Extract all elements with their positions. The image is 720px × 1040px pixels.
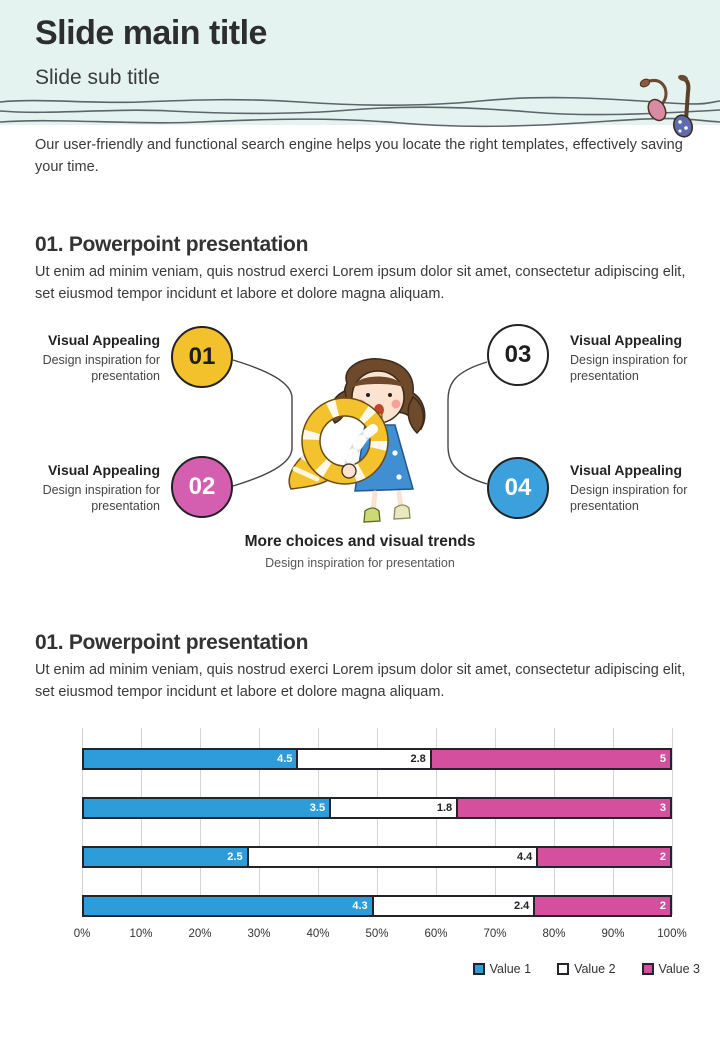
bar-segment: 2 bbox=[538, 848, 670, 866]
x-tick-label: 50% bbox=[365, 928, 389, 940]
x-tick-label: 10% bbox=[129, 928, 153, 940]
x-tick-label: 40% bbox=[306, 928, 330, 940]
x-tick-label: 60% bbox=[424, 928, 448, 940]
bar-segment: 5 bbox=[432, 750, 670, 768]
legend-item bbox=[557, 962, 615, 976]
x-tick-label: 90% bbox=[601, 928, 625, 940]
chart-legend bbox=[0, 962, 700, 976]
diagram-label-2 bbox=[8, 462, 160, 514]
bar-segment: 4.4 bbox=[249, 848, 539, 866]
bar-segment: 3 bbox=[458, 799, 670, 817]
diagram-label-4 bbox=[570, 462, 720, 514]
section-2-heading: 01. Powerpoint presentation bbox=[35, 631, 309, 654]
legend-swatch-icon bbox=[642, 963, 654, 975]
bar-segment: 2.5 bbox=[84, 848, 249, 866]
diagram-label-1-desc: Design inspiration for presentation bbox=[42, 353, 160, 383]
x-tick-label: 100% bbox=[657, 928, 687, 940]
diagram-label-1-title: Visual Appealing bbox=[47, 332, 160, 348]
bar-row bbox=[82, 797, 672, 819]
diagram-circle-04: 04 bbox=[487, 457, 549, 519]
legend-label: Value 1 bbox=[489, 962, 532, 976]
x-tick-label: 30% bbox=[247, 928, 271, 940]
girl-with-horn-illustration bbox=[283, 353, 443, 525]
page-subtitle: Slide sub title bbox=[35, 66, 160, 89]
diagram-circle-03: 03 bbox=[487, 324, 549, 386]
intro-paragraph: Our user-friendly and functional search engine helps you locate the right templates, effectively saving your time. bbox=[35, 137, 683, 175]
bar-segment: 2 bbox=[535, 897, 670, 915]
diagram-label-2-title: Visual Appealing bbox=[47, 462, 160, 478]
bar-segment: 3.5 bbox=[84, 799, 331, 817]
bar-row bbox=[82, 748, 672, 770]
section-1-heading: 01. Powerpoint presentation bbox=[35, 233, 309, 256]
diagram-label-3-desc: Design inspiration for presentation bbox=[570, 353, 688, 383]
section-1-body: Ut enim ad minim veniam, quis nostrud exerci Lorem ipsum dolor sit amet, consectetur adipiscing elit, set eiusmod tempor incidunt et labore et dolore magna aliquam. bbox=[35, 264, 686, 302]
legend-item bbox=[473, 962, 531, 976]
diagram-circle-01: 01 bbox=[171, 326, 233, 388]
bar-segment: 4.3 bbox=[84, 897, 374, 915]
diagram-label-3-title: Visual Appealing bbox=[570, 332, 683, 348]
diagram-label-3 bbox=[570, 332, 720, 384]
header bbox=[0, 0, 720, 125]
bar-segment: 2.4 bbox=[374, 897, 536, 915]
chart-plot-area bbox=[82, 728, 672, 915]
x-tick-label: 20% bbox=[188, 928, 212, 940]
bar-row bbox=[82, 895, 672, 917]
section-2-body: Ut enim ad minim veniam, quis nostrud exerci Lorem ipsum dolor sit amet, consectetur adipiscing elit, set eiusmod tempor incidunt et labore et dolore magna aliquam. bbox=[35, 662, 686, 700]
bar-segment: 4.5 bbox=[84, 750, 298, 768]
diagram-caption-sub: Design inspiration for presentation bbox=[265, 556, 455, 570]
diagram-label-4-title: Visual Appealing bbox=[570, 462, 683, 478]
legend-swatch-icon bbox=[473, 963, 485, 975]
bar-row bbox=[82, 846, 672, 868]
diagram-caption-title: More choices and visual trends bbox=[244, 533, 476, 550]
diagram bbox=[0, 320, 720, 585]
diagram-label-1 bbox=[8, 332, 160, 384]
x-tick-label: 80% bbox=[542, 928, 566, 940]
x-tick-label: 70% bbox=[483, 928, 507, 940]
legend-label: Value 2 bbox=[574, 962, 616, 976]
x-tick-label: 0% bbox=[73, 928, 91, 940]
bar-segment: 2.8 bbox=[298, 750, 431, 768]
diagram-circle-02: 02 bbox=[171, 456, 233, 518]
bar-segment: 1.8 bbox=[331, 799, 458, 817]
page-title: Slide main title bbox=[35, 14, 267, 52]
stacked-bar-chart bbox=[0, 718, 720, 1008]
gridline bbox=[672, 728, 673, 915]
diagram-label-4-desc: Design inspiration for presentation bbox=[570, 483, 688, 513]
legend-label: Value 3 bbox=[658, 962, 700, 976]
wavy-divider bbox=[0, 92, 720, 130]
legend-swatch-icon bbox=[557, 963, 569, 975]
diagram-label-2-desc: Design inspiration for presentation bbox=[42, 483, 160, 513]
legend-item bbox=[642, 962, 700, 976]
